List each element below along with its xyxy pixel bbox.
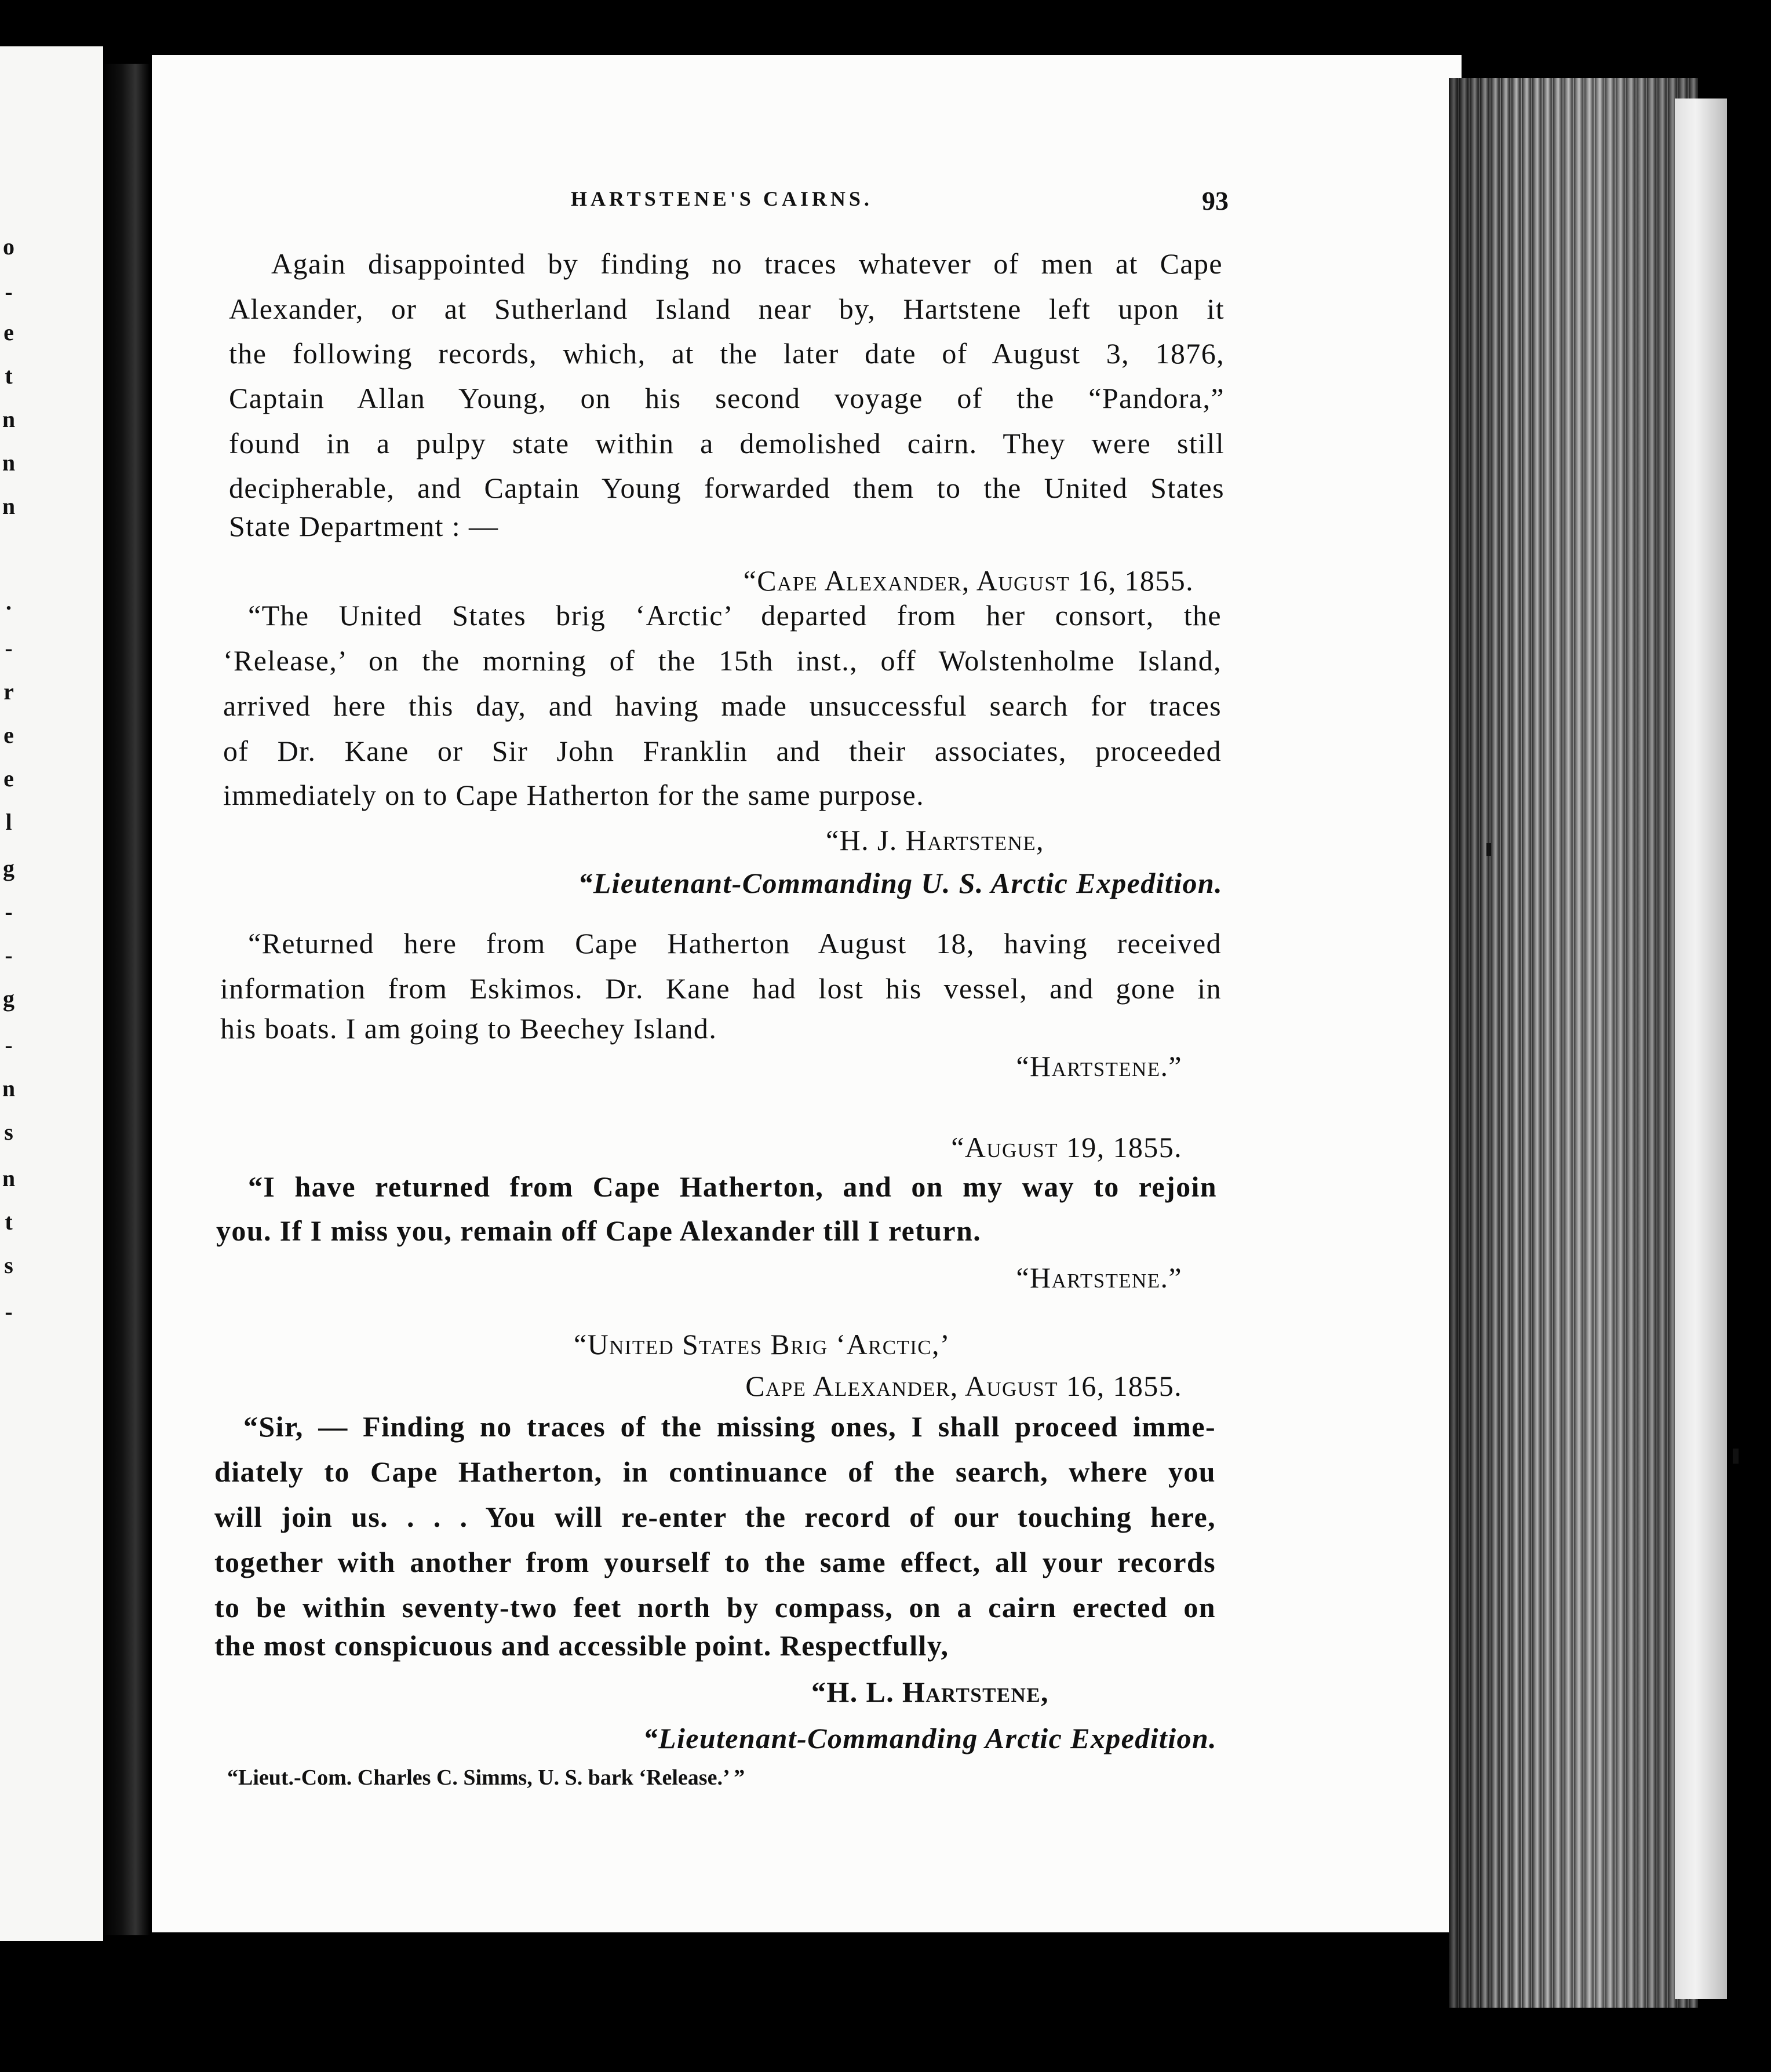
record-line: arrived here this day, and having made unsuccessful search for traces	[223, 690, 1222, 722]
running-head: HARTSTENE'S CAIRNS.	[571, 187, 873, 210]
letter-line: the most conspicuous and accessible point. Respectfully,	[214, 1629, 949, 1662]
signature: “Hartstene.”	[1016, 1261, 1182, 1294]
fragment-letter: n	[2, 406, 16, 432]
fragment-letter: n	[2, 493, 16, 519]
book-gutter	[103, 64, 150, 1935]
letter-line: to be within seventy-two feet north by compass, on a cairn erected on	[214, 1591, 1216, 1624]
fragment-letter: g	[3, 986, 14, 1012]
fragment-letter: -	[5, 942, 13, 968]
fragment-letter: -	[5, 279, 13, 305]
previous-page-edge	[0, 46, 103, 1941]
fragment-letter: -	[5, 635, 13, 661]
fragment-letter: l	[5, 809, 12, 835]
signature: “H. J. Hartstene,	[826, 824, 1044, 856]
record-dateline: “Cape Alexander, August 16, 1855.	[743, 564, 1194, 597]
record-line: “I have returned from Cape Hatherton, and on my way to rejoin	[248, 1170, 1217, 1203]
record-line: you. If I miss you, remain off Cape Alexander till I return.	[216, 1214, 982, 1247]
fragment-letter: e	[3, 765, 14, 791]
body-line: found in a pulpy state within a demolished cairn. They were still	[229, 427, 1225, 459]
fragment-letter: t	[5, 1209, 13, 1235]
letter-line: diately to Cape Hatherton, in continuance of the search, where you	[214, 1455, 1216, 1488]
record-line: his boats. I am going to Beechey Island.	[220, 1012, 717, 1045]
record-line: ‘Release,’ on the morning of the 15th inst., off Wolstenholme Island,	[223, 644, 1222, 677]
fragment-letter: -	[5, 1032, 13, 1058]
body-line: Captain Allan Young, on his second voyage of the “Pandora,”	[229, 382, 1225, 414]
fragment-letter: n	[2, 1165, 16, 1191]
fragment-letter: n	[2, 1075, 16, 1101]
record-line: “The United States brig ‘Arctic’ departed from her consort, the	[248, 599, 1222, 632]
fore-edge-shading	[1449, 78, 1698, 2008]
letter-line: will join us. . . . You will re-enter the record of our touching here,	[214, 1501, 1216, 1533]
fragment-letter: -	[5, 1298, 13, 1325]
body-line: the following records, which, at the later date of August 3, 1876,	[229, 337, 1225, 370]
signature: “H. L. Hartstene,	[811, 1676, 1049, 1708]
signature-title: “Lieutenant-Commanding U. S. Arctic Expedition.	[578, 867, 1223, 899]
fragment-letter: e	[3, 722, 14, 748]
signature: “Hartstene.”	[1016, 1050, 1182, 1082]
fragment-letter: .	[6, 589, 12, 615]
edge-mark	[1733, 1449, 1739, 1464]
record-line: of Dr. Kane or Sir John Franklin and their associates, proceeded	[223, 735, 1222, 767]
fragment-letter: t	[5, 363, 13, 389]
edge-mark	[1486, 843, 1491, 856]
body-line: Again disappointed by finding no traces whatever of men at Cape	[271, 247, 1223, 280]
body-line: Alexander, or at Sutherland Island near by, Hartstene left upon it	[229, 293, 1225, 325]
address-line: Cape Alexander, August 16, 1855.	[745, 1370, 1182, 1402]
fragment-letter: e	[3, 319, 14, 345]
address-line: “United States Brig ‘Arctic,’	[574, 1328, 950, 1360]
fragment-letter: s	[4, 1252, 13, 1278]
record-line: immediately on to Cape Hatherton for the same purpose.	[223, 779, 924, 811]
record-dateline: “August 19, 1855.	[951, 1131, 1182, 1163]
body-line: State Department : —	[229, 510, 499, 542]
book-cover-edge	[1675, 99, 1727, 1999]
record-line: “Returned here from Cape Hatherton August 18, having received	[248, 927, 1222, 960]
fragment-letter: -	[5, 899, 13, 925]
page-number: 93	[1202, 186, 1229, 216]
fragment-letter: o	[3, 234, 14, 260]
letter-line: “Sir, — Finding no traces of the missing ones, I shall proceed imme-	[243, 1410, 1216, 1443]
record-line: information from Eskimos. Dr. Kane had lost his vessel, and gone in	[220, 972, 1222, 1005]
previous-page-fragments	[0, 46, 103, 1941]
fragment-letter: g	[3, 855, 14, 881]
letter-line: together with another from yourself to the same effect, all your records	[214, 1546, 1216, 1578]
signature-title: “Lieutenant-Commanding Arctic Expedition.	[643, 1722, 1217, 1754]
fragment-letter: n	[2, 450, 16, 476]
addressee-footnote: “Lieut.-Com. Charles C. Simms, U. S. bark ‘Release.’ ”	[227, 1765, 745, 1790]
fragment-letter: r	[3, 678, 14, 705]
body-line: decipherable, and Captain Young forwarded them to the United States	[229, 472, 1225, 504]
fragment-letter: s	[4, 1119, 13, 1145]
